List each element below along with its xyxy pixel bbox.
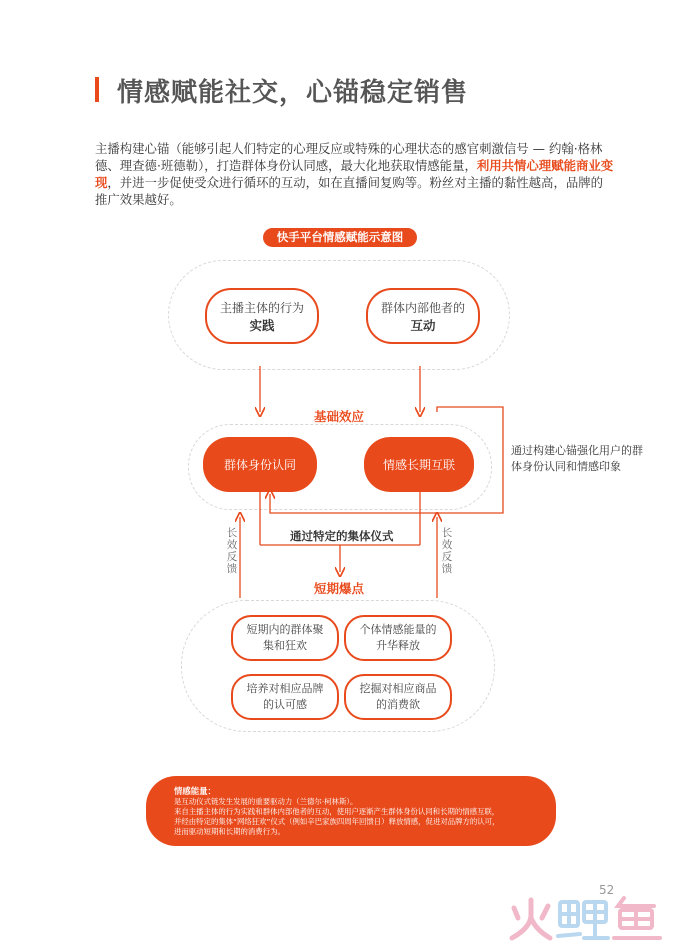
feedback-label-left: 长效反馈 xyxy=(226,527,238,575)
node-b1-line2: 集和狂欢 xyxy=(263,639,307,652)
node-short-term-gathering xyxy=(231,615,339,661)
watermark-char-carp xyxy=(558,902,608,938)
node-host-practice-line2: 实践 xyxy=(249,317,275,333)
base-effect-label: 基础效应 xyxy=(314,409,365,424)
side-annotation: 通过构建心锚强化用户的群体身份认同和情感印象 xyxy=(511,444,643,473)
info-box-line4: 进而驱动短期和长期的消费行为。 xyxy=(174,827,285,836)
node-b4-line2: 的消费欲 xyxy=(376,698,420,711)
feedback-label-right: 长效反馈 xyxy=(441,527,453,575)
node-b2-line2: 升华释放 xyxy=(376,639,420,652)
emotional-energy-info-box xyxy=(146,776,556,846)
node-group-identity: 群体身份认同 xyxy=(203,437,317,492)
node-group-interaction-line2: 互动 xyxy=(410,317,436,333)
intro-text-part1: 主播构建心锚（能够引起人们特定的心理反应或特殊的心理状态的感官刺激信号 — 约翰·格林德、理查德·班德勒），打造群体身份认同感，最大化地获取情感能量， xyxy=(95,141,603,173)
node-b1-line1: 短期内的群体聚 xyxy=(246,623,324,636)
node-b4-line1: 挖掘对相应商品 xyxy=(359,682,437,695)
node-group-interaction-line1: 群体内部他者的 xyxy=(380,300,465,315)
watermark-char-fish xyxy=(614,898,660,938)
watermark-logo xyxy=(506,894,666,944)
intro-highlight: 利用共情心理赋能商业变现 xyxy=(95,158,614,190)
node-group-interaction xyxy=(366,288,480,344)
page-number: 52 xyxy=(599,883,615,897)
diagram-caption: 快手平台情感赋能示意图 xyxy=(263,228,417,247)
info-box-line3: 并经由特定的集体“网络狂欢”仪式（例如辛巴家族四周年回馈日）释放情感，促进对品牌方的认可， xyxy=(174,817,500,826)
node-long-term-connection: 情感长期互联 xyxy=(364,437,474,492)
node-host-practice-line1: 主播主体的行为 xyxy=(219,300,304,315)
page-title: 情感赋能社交，心锚稳定销售 xyxy=(117,78,469,108)
info-box-line2: 来自主播主体的行为实践和群体内部他者的互动，使用户逐渐产生群体身份认同和长期的情感互联， xyxy=(174,807,500,816)
ritual-label: 通过特定的集体仪式 xyxy=(290,529,394,543)
node-emotion-release xyxy=(344,615,452,661)
short-term-burst-label: 短期爆点 xyxy=(314,581,365,596)
node-b3-line1: 培养对相应品牌 xyxy=(246,682,324,695)
info-box-line1: 是互动仪式链发生发展的重要驱动力（兰德尔·柯林斯）。 xyxy=(174,797,358,806)
watermark-char-fire xyxy=(512,900,550,938)
node-brand-recognition xyxy=(231,674,339,720)
node-host-practice xyxy=(205,288,319,344)
info-box-title: 情感能量： xyxy=(174,786,216,796)
node-b2-line1: 个体情感能量的 xyxy=(359,623,437,636)
intro-text-part2: ，并进一步促使受众进行循环的互动，如在直播间复购等。粉丝对主播的黏性越高，品牌的推广效果越好。 xyxy=(95,175,604,207)
node-consumer-desire xyxy=(344,674,452,720)
node-b3-line2: 的认可感 xyxy=(263,698,307,711)
